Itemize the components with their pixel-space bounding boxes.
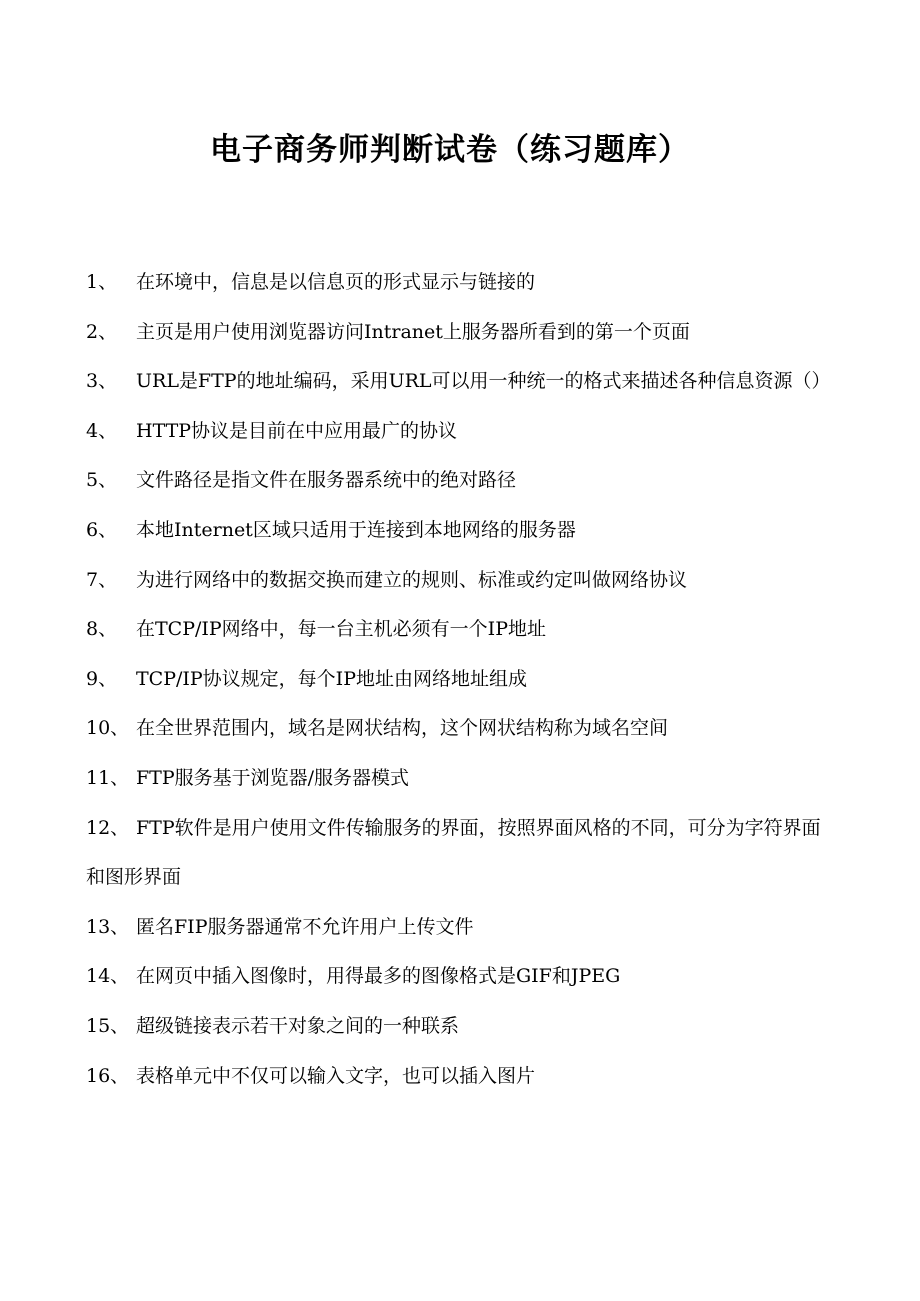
question-text: 在网页中插入图像时，用得最多的图像格式是GIF和JPEG bbox=[136, 965, 621, 988]
question-item bbox=[86, 258, 836, 308]
question-number: 14、 bbox=[86, 965, 130, 988]
question-text: 为进行网络中的数据交换而建立的规则、标准或约定叫做网络协议 bbox=[136, 568, 688, 591]
question-number: 7、 bbox=[86, 568, 118, 591]
question-text: 在环境中，信息是以信息页的形式显示与链接的 bbox=[136, 271, 536, 293]
question-item bbox=[86, 1002, 836, 1052]
question-text: 主页是用户使用浏览器访问Intranet上服务器所看到的第一个页面 bbox=[136, 320, 690, 343]
question-item bbox=[86, 903, 836, 953]
question-item bbox=[86, 704, 836, 754]
question-item bbox=[86, 804, 836, 903]
question-number: 12、 bbox=[86, 816, 130, 839]
question-number: 8、 bbox=[86, 618, 118, 641]
question-item bbox=[86, 456, 836, 506]
question-number: 4、 bbox=[86, 419, 118, 442]
question-text: 超级链接表示若干对象之间的一种联系 bbox=[136, 1014, 460, 1037]
question-item bbox=[86, 556, 836, 606]
document-title: 电子商务师判断试卷（练习题库） bbox=[210, 132, 690, 168]
question-number: 6、 bbox=[86, 518, 118, 541]
question-number: 13、 bbox=[86, 915, 130, 938]
question-text: FTP软件是用户使用文件传输服务的界面，按照界面风格的不同，可分为字符界面和图形界面 bbox=[86, 816, 821, 889]
question-text: TCP/IP协议规定，每个IP地址由网络地址组成 bbox=[136, 667, 527, 690]
question-text: 表格单元中不仅可以输入文字，也可以插入图片 bbox=[136, 1064, 536, 1087]
question-item bbox=[86, 357, 836, 407]
question-text: URL是FTP的地址编码，采用URL可以用一种统一的格式来描述各种信息资源（） bbox=[136, 370, 831, 393]
question-item bbox=[86, 754, 836, 804]
question-item bbox=[86, 655, 836, 705]
question-text: 匿名FIP服务器通常不允许用户上传文件 bbox=[136, 915, 474, 938]
question-text: 在全世界范围内，域名是网状结构，这个网状结构称为域名空间 bbox=[136, 717, 669, 740]
question-item bbox=[86, 407, 836, 457]
question-text: FTP服务基于浏览器/服务器模式 bbox=[136, 766, 410, 789]
question-number: 16、 bbox=[86, 1064, 130, 1087]
question-list bbox=[86, 258, 836, 1101]
question-item bbox=[86, 1052, 836, 1102]
question-text: HTTP协议是目前在中应用最广的协议 bbox=[136, 419, 458, 442]
question-text: 在TCP/IP网络中，每一台主机必须有一个IP地址 bbox=[136, 618, 546, 641]
question-item bbox=[86, 506, 836, 556]
question-number: 15、 bbox=[86, 1014, 130, 1037]
question-item bbox=[86, 605, 836, 655]
question-number: 9、 bbox=[86, 667, 118, 690]
question-number: 10、 bbox=[86, 717, 130, 740]
question-number: 11、 bbox=[86, 766, 130, 789]
question-item bbox=[86, 308, 836, 358]
question-item bbox=[86, 952, 836, 1002]
question-text: 本地Internet区域只适用于连接到本地网络的服务器 bbox=[136, 518, 576, 541]
question-text: 文件路径是指文件在服务器系统中的绝对路径 bbox=[136, 469, 517, 492]
question-number: 3、 bbox=[86, 370, 118, 393]
question-number: 1、 bbox=[86, 271, 118, 293]
question-number: 2、 bbox=[86, 320, 118, 343]
question-number: 5、 bbox=[86, 469, 118, 492]
